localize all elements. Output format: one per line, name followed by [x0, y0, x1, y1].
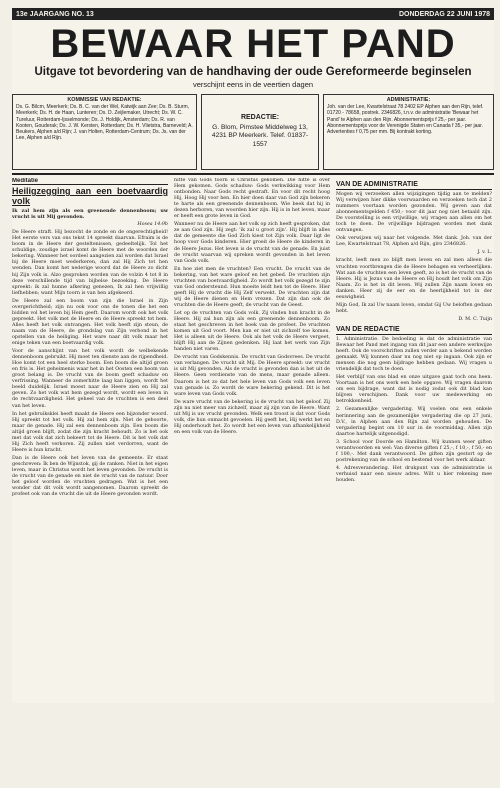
masthead-subtitle: Uitgave tot bevordering van de handhaving der oude Gereformeerde beginselen	[34, 66, 472, 78]
info-boxes	[12, 94, 494, 170]
paragraph: De Heere zal een boom van zijn die Israel in Zijn overgerichtheid; zijn nu ook voor ons de tonen die het een bidden vol het leven bij Hem geeft. Daarom wordt ook het volk gepreekt. Het volk met de Heere en de Heere spreekt tot hem. Alles heeft het volk ontvangen. Het volk heeft zijn steun, de naam van de Heere, de grondslag van Zijn verbond in het opstellen van de heiliging. Het ware naar dit volk maar het enige teken van een boetvaardig volk.	[12, 298, 168, 347]
paragraph: De vrucht van Godskennis. De vrucht van Godsvrees. De vrucht van verlangen. De vrucht uit Mij. De Heere spreekt: uw vrucht is uit Mij gevonden. Als de vrucht is gevonden dan is het uit de Heere. Geen verdienste van de mens, maar genade alleen. Daarom is het zo dat het hele leven van Gods volk een leven van genade is. Zo wordt de ware bekering gekend. Dit is het ware leven van Gods volk.	[174, 355, 330, 397]
article-columns	[12, 178, 494, 788]
author-signature: D. M. C. Tuijn	[458, 316, 492, 322]
paragraph: kracht, leeft men zo blijft men leven en zal men alleen die vruchten voortbrengen die de Heere behagen en verheerlijken. Wat aan de vruchten een leven geeft, zo is het de vrucht van de Heere. Hij is Jezus van de Heere en Hij houdt het volk om Zijn Naam. Zo is het in dit leven. Wij zullen Zijn naam loven en danken. Heer zij de eer en de heerlijkheid tot in der eeuwigheid.	[336, 258, 492, 300]
paragraph: De Heere straft. Hij bezocht de zonde en de ongerechtigheid! Het eerste vers van ons tekst 14 spreekt daarvan. Efraim is de boom in de Heere der gesteltenissen, gedeeltelijk. Tol het schuldige, zoudige israel komt de Heere met de woorden der bekering. Wanneer het oordeel aangezien zal worden dat Israel bij de Heere moet wederkeren, dan zal Hij Zich tot hen wenden. Dan komt het nederige woord dat de Heere zo dicht bij Zijn volk is. Alzo gesproken worden van de volzin 4 tot 8 in deze verschillende tijd van bijbelse bezoeking. De Heere spreekt: ik zal hunne afkering genezen, Ik zal hen vrijwillig liefhebben; want Mijn toorn is van hen afgekeerd.	[12, 230, 168, 296]
meditation-quote-ref: Hosea 14:9b	[137, 222, 168, 228]
paragraph: Let op de vruchten van Gods volk. Zij vinden hun kracht in de Heere. Hij zal hun zijn als een greenende dennenboom. Zo staat het geschreven in het boek van de profeet. De vruchten komen uit God voort. Men kan er niet uit zichzelf toe komen. Het is alleen uit de Heere. Ook als het volk de Heere vergeet, blijft Hij aan de Zijnen gedenken. Hij laat het werk van Zijn handen niet varen.	[174, 310, 330, 353]
paragraph: De ware vrucht van de bekering is de vrucht van het geloof. Zij zijn nu niet meer van zichzelf, maar zij zijn van de Heere. Want uit Mij is uw vrucht gevonden. Welk een troost is dat voor Gods volk, die hun onmacht gevoelen. Hij geeft het, Hij werkt het en Hij onderhoudt het. Zo wordt het een leven van afhankelijkheid en een volk van de Heere.	[174, 399, 330, 435]
paragraph: 2. Gezamenlijke vergadering. Wij voelen ons een enkele herinnering aan de gezamenlijke vergadering die op 27 juni, D.V., in Alphen aan den Rijn zal worden gehouden. De vergadering begint om 10 uur in de voormiddag. Allen zijn daartoe hartelijk uitgenodigd.	[336, 407, 492, 437]
masthead-title: BEWAAR HET PAND	[50, 22, 456, 66]
issue-date: DONDERDAG 22 JUNI 1978	[398, 10, 490, 18]
newspaper-page	[12, 8, 494, 703]
paragraph: 1. Administratie. De bedoeling is dat de administratie van Bewaar het Pand met ingang van dit jaar een andere werkwijze heeft. Ook de voorschriften zullen verder aan u bekend worden gemaakt. Wij kunnen daar nu nog niet op ingaan. Ook zijn er mensen die nog geen bijdrage hebben gedaan. Wij vragen u vriendelijk dat toch te doen.	[336, 336, 492, 373]
administratie-title: ADMINISTRATIE:	[386, 97, 431, 103]
commissie-box	[12, 94, 197, 170]
paragraph: Het verblijf van ons blad en onze uitgave gaat toch ons heen. Voortaan is het ons werk een hele opgave. Wij vragen daarom om een bijdrage, want dat is nodig zodat ook dit blad kan blijven verschijnen. Dank voor uw medewerking en betrokkenheid.	[336, 375, 492, 405]
meditation-quote: Ik zal hem zijn als een greenende dennenboom; uw vrucht is uit Mij gevonden.	[12, 208, 168, 221]
paragraph: hitte van Gods toorn is Christus gekomen. Die hitte is over Hem gekomen. Gods schaduw: Gods verkwikking voor Hem ontbonden. Naar Gods recht gestraft. En voor dit recht hoog Hij, Hoog Hij voor hen. En hier doen daar van God zijn bekeren te harte als een greenende dennenboom. Wie beek dat hij in dezen herboren, van woorden hier zijn. Hij is in het leven, maar er heeft een grote leven in God.	[174, 178, 330, 220]
paragraph: Mijn God, Ik zal Uw naam loven, omdat Gij Uw beloften gedaan hebt.	[336, 302, 492, 314]
paragraph: In het gebruiksklei heeft maakt de Heere een bijzonder woord. Hij spreekt tot het volk. Hij zal hem zijn. Niet de geboorte, maar de genade. Hij zal een dennenboom zijn. Een boom die altijd groen blijft, zodat die zijn kracht behoudt. Zo is het ook met dat volk dat zich bekeert tot de Heere. Dit is het volk dat Hij Zich heeft verkoren. Zij zullen niet verdorren, want de Heere is hun kracht.	[12, 411, 168, 453]
admin-signature: J. v. L.	[477, 250, 492, 256]
administratie-box	[323, 94, 494, 170]
masthead-tagline: verschijnt eens in de veertien dagen	[192, 80, 314, 89]
column-meditatie	[12, 178, 168, 788]
divider	[12, 173, 494, 175]
commissie-title: KOMMISSIE VAN REDAKTIE:	[67, 97, 142, 103]
volume-number: 13e JAARGANG NO. 13	[16, 10, 94, 18]
administratie-text: Joh. van der Lee, Kwartelstraat 78 2402 EP Alphen aan den Rijn, telef. 01720 - 78658, postrek. 2346826, t.n.v. de administratie 'Bewaar het Pand' te Alphen aan den Rijn. Abonnementsprijs f 25,- per jaar. Abonnementsprijs voor de Verenigde Staten en Canada f 35,- per jaar. Advertenties f 0,75 per mm. Bij kontrakt korting.	[327, 104, 484, 136]
redactie-title: REDACTIE:	[240, 113, 280, 121]
issue-bar	[12, 8, 494, 20]
column-meditatie-continued	[174, 178, 330, 788]
paragraph: En hoe ziet men de vruchten? Een vrucht. De vrucht van de bekering, van het ware geloof en het gebed. De vruchten zijn vruchten van boetvaardigheid. Zo wordt het volk gezegd te zijn van God ondersteund. Hun moeite leidt hen tot de Heere. Hier geeft Hij de vrucht die Hij Zelf verwekt. De vruchten zijn dat wij de Heere dienen en Hem vrezen. Dat zijn dan ook de vruchten die de Heere geeft, de vrucht van de Geest.	[174, 266, 330, 308]
paragraph: 3. School voor Doorde en Hamilton. Wij kunnen weer giften verantwoorden en wel: Van diverse giften f 25,-, f 10,-, f 50,- en f 100,-. Met dank verantwoord. De giften zijn gestort op de postrekening van de school en bestemd voor het werk aldaar.	[336, 439, 492, 463]
column-administratie-redactie	[336, 178, 492, 788]
paragraph: Voor de aanschijnt van het volk wordt de welbekende dennenboom gebruikt. Hij moet ten dienste aan de rijpendheid. Hoe komt tot een heel sterke boom. Een boom die altijd groen en fris is. Het geheimenis waar het in het Oosten een boom van groot belang is. De vrucht van de boom geeft schaduw en verfrissing. Wanneer de zomerhitte laag kan liggen, wordt het beeld duidelijk. Israel moest naar de Heere zien en Hij zal geven. Zo het volk wat hem gezegd wordt, wordt een leven in de rechtvaardigheid. Het geheel van de vruchten is een deel van het leven.	[12, 349, 168, 409]
redactie-address: G. Blom, Pimstee Middelweg 13, 4231 BP Meerkerk. Telef. 01837-1557	[211, 123, 309, 148]
section-van-de-redactie: VAN DE REDACTIE	[336, 326, 492, 335]
meditation-headline: Heiligzegging aan een boetvaardig volk	[12, 186, 168, 207]
paragraph: 4. Adresverandering. Het drukpunt van de administratie is verhuisd naar een nieuw adres. Wilt u hier rekening mee houden.	[336, 465, 492, 483]
redactie-box	[201, 94, 319, 170]
paragraph: Ook verwijzen wij naar het volgende. Met dank. Joh. van der Lee, Kwartelstraat 78, Alphen a/d Rijn, giro 2346826.	[336, 236, 492, 248]
paragraph: Mogen wij verzoeken allen wijzigingen tijdig aan te melden? Wij verwijzen hier dikke voorwaarden en verzoeken toch dat 2 nummers voortaan worden gezonden. Wij geven aan dat abonnementsgelden f 450,- voor dit jaar nog niet betaald zijn. De voorstelling is een vrijwillige, wij vragen aan allen om het toch te doen. De vrijwillige bijdragen worden met dank ontvangen.	[336, 192, 492, 234]
commissie-text: Ds. G. Bilcm, Meerkerk; Ds. B. C. van der Wel, Katwijk aan Zee; Ds. B. Sturm, Meerkerk; Ds. H. de Haan, Lunteren; Ds. D. Zeijlemaker, Utrecht; Ds. W. C. Tureluur, Rotterdam-Ijsselmonde; Ds. J. Holdijk, Amsterdam; Ds. R. van Kooten, Gouderak; Ds. J. W. Kersten, Rotterdam; Ds. H. Vlietstra, Barneveld; A. Beukers, Alphen a/d Rijn; J. van Holten, Rotterdam-Centrum; Ds. Js. van der Lee, Alphen a/d Rijn.	[16, 104, 193, 142]
paragraph: Wanneer nu de Heere aan het volk op zich heeft gesproken, dat ze aan God zijn. Hij zegt: 'ik zal u groot zijn'. Hij blijft in alles dat de gemeente die God Zich kiest tot Zijn volk. Daar ligt de hoop voor Gods kinderen. Hier groeit de Heere de kinderen in de Heere Jezus. Het leven is de vrucht van de genade. En juist de vrucht waarvan wij spreken wordt gevonden in het leven van Gods volk.	[174, 222, 330, 264]
section-van-de-administratie: VAN DE ADMINISTRATIE	[336, 181, 492, 190]
section-meditatie: Meditatie	[12, 178, 168, 185]
paragraph: Dan is de Heere ook het leven van de gemeente. Er staat geschreven: Ik ben de Wijnstok, gij de ranken. Niet in het eigen leven, maar in Christus wordt het leven gevonden. De vrucht is de vrucht van de genade en niet de vrucht van de natuur. Door het geloof worden de vruchten gedragen. Wat is het een wonder dat dit volk wordt aangenomen. Daarom spreekt de profeet ook van de vrucht die uit de Heere gevonden wordt.	[12, 455, 168, 498]
